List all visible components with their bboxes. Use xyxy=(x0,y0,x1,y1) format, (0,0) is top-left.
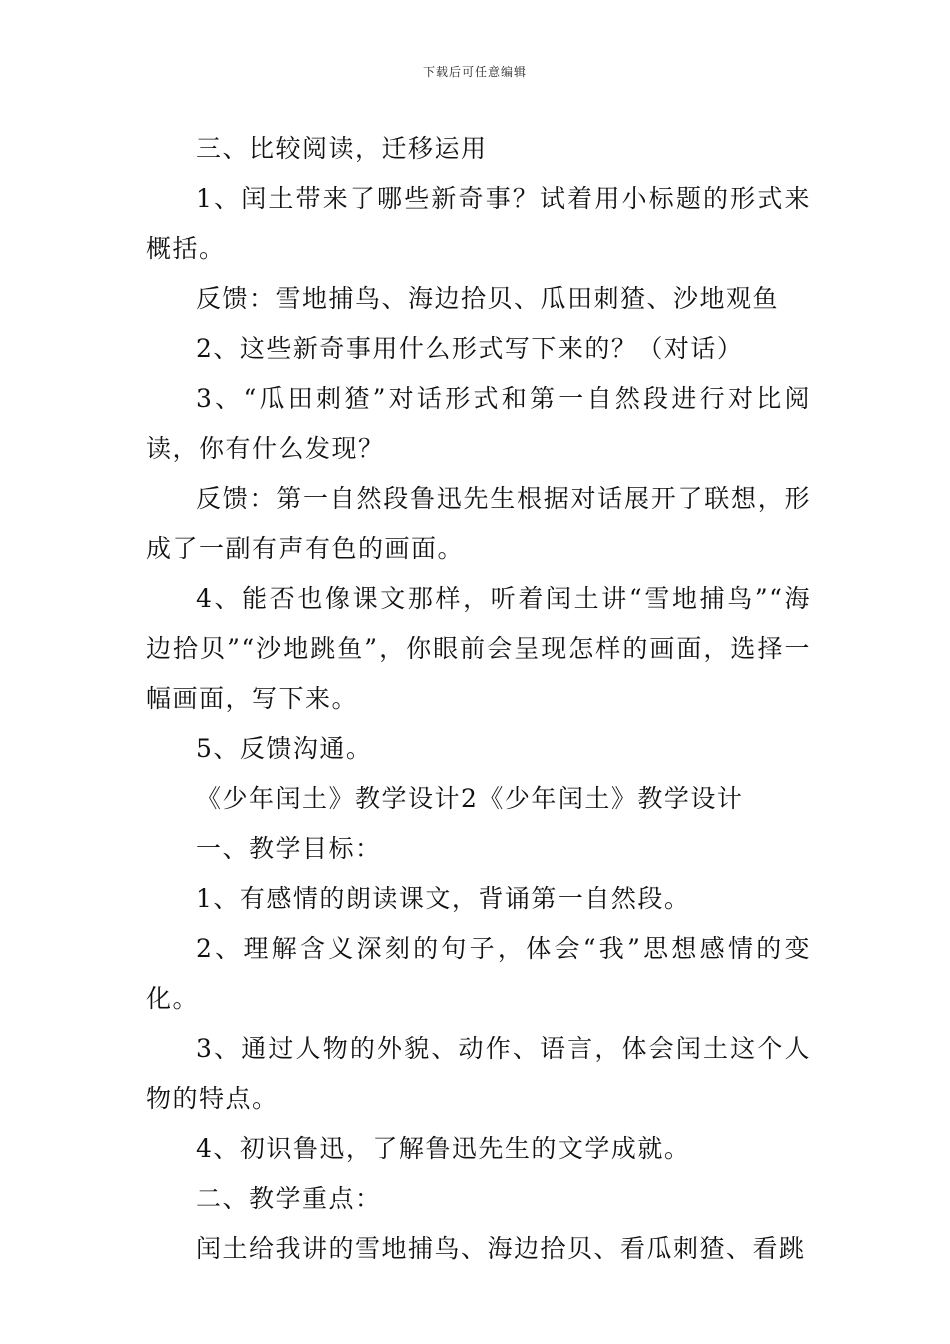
section-heading-teaching-goals: 一、教学目标： xyxy=(196,834,382,863)
focus-text: 闰土给我讲的雪地捕鸟、海边拾贝、看瓜刺猹、看跳 xyxy=(196,1234,806,1263)
feedback-1: 反馈：雪地捕鸟、海边拾贝、瓜田刺猹、沙地观鱼 xyxy=(196,284,780,313)
question-3: 3、“瓜田刺猹”对话形式和第一自然段进行对比阅读，你有什么发现？ xyxy=(146,384,811,463)
section-heading-comparative-reading: 三、比较阅读，迁移运用 xyxy=(196,134,488,163)
item-5: 5、反馈沟通。 xyxy=(196,734,373,763)
question-2: 2、这些新奇事用什么形式写下来的？（对话） xyxy=(196,334,744,363)
goal-2: 2、理解含义深刻的句子，体会“我”思想感情的变化。 xyxy=(146,934,811,1013)
feedback-3: 反馈：第一自然段鲁迅先生根据对话展开了联想，形成了一副有声有色的画面。 xyxy=(146,484,811,563)
section-heading-teaching-focus: 二、教学重点： xyxy=(196,1184,382,1213)
document-title: 《少年闰土》教学设计2《少年闰土》教学设计 xyxy=(196,784,744,813)
question-1: 1、闰土带来了哪些新奇事？试着用小标题的形式来概括。 xyxy=(146,184,811,263)
document-body xyxy=(146,124,811,1274)
page-header-note: 下载后可任意编辑 xyxy=(422,65,527,79)
goal-4: 4、初识鲁迅，了解鲁迅先生的文学成就。 xyxy=(196,1134,691,1163)
question-4: 4、能否也像课文那样，听着闰土讲“雪地捕鸟”“海边拾贝”“沙地跳鱼”，你眼前会呈现怎样的画面，选择一幅画面，写下来。 xyxy=(146,584,811,713)
goal-3: 3、通过人物的外貌、动作、语言，体会闰土这个人物的特点。 xyxy=(146,1034,811,1113)
goal-1: 1、有感情的朗读课文，背诵第一自然段。 xyxy=(196,884,691,913)
